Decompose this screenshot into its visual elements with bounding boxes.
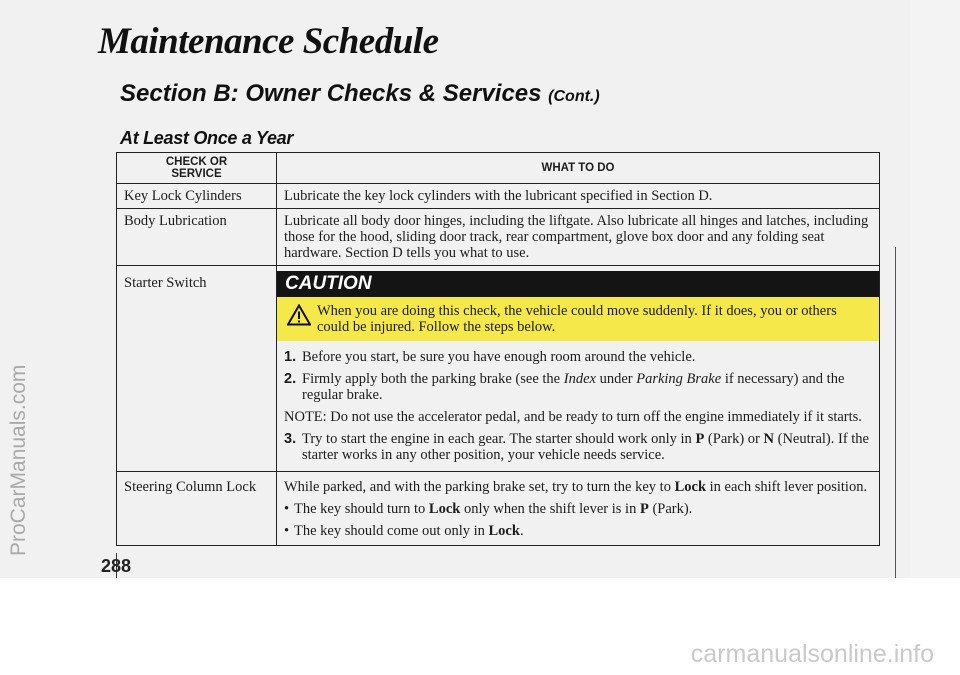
table-row [117, 472, 880, 546]
table-header-row [117, 153, 880, 184]
bullet-icon: • [284, 523, 290, 539]
starter-steps [277, 341, 879, 471]
steering-bullet-2: The key should come out only in Lock. [294, 523, 524, 539]
page-title: Maintenance Schedule [98, 21, 439, 62]
row-item-key-lock-cylinders: Key Lock Cylinders [117, 184, 277, 209]
caution-text: When you are doing this check, the vehicle could move suddenly. If it does, you or others could be injured. Follow the steps below. [317, 303, 837, 335]
step-3 [284, 431, 871, 463]
footer-watermark: carmanualsonline.info [690, 640, 934, 668]
header-check-label: CHECK OR SERVICE [165, 156, 228, 180]
interval-heading: At Least Once a Year [120, 128, 294, 148]
step-1 [284, 349, 871, 365]
side-watermark-text: ProCarManuals.com [7, 364, 30, 556]
header-what-to-do: WHAT TO DO [277, 153, 880, 184]
row-item-steering-column-lock: Steering Column Lock [117, 472, 277, 546]
row-desc-key-lock-cylinders: Lubricate the key lock cylinders with the lubricant specified in Section D. [277, 184, 880, 209]
section-subtitle [120, 80, 600, 108]
maintenance-table [116, 152, 880, 546]
side-watermark [5, 168, 33, 558]
step-3-text: Try to start the engine in each gear. The starter should work only in P (Park) or N (Neutral). If the starter works in any other position, your vehicle needs service. [302, 431, 869, 463]
list-item [284, 523, 871, 539]
list-item [284, 501, 871, 517]
step-1-number: 1. [284, 349, 297, 365]
right-margin-rule [895, 247, 896, 578]
header-check-or-service [117, 153, 277, 184]
table-row [117, 209, 880, 266]
caution-box [277, 297, 879, 341]
row-item-starter-switch: Starter Switch [117, 266, 277, 472]
steering-intro: While parked, and with the parking brake set, try to turn the key to Lock in each shift lever position. [284, 479, 868, 495]
step-2 [284, 371, 871, 403]
subtitle-cont: (Cont.) [548, 88, 600, 105]
table-row [117, 266, 880, 472]
step-2-text: Firmly apply both the parking brake (see the Index under Parking Brake if necessary) and the regular brake. [302, 371, 845, 403]
caution-label: CAUTION [277, 271, 879, 297]
row-item-body-lubrication: Body Lubrication [117, 209, 277, 266]
starter-note: NOTE: Do not use the accelerator pedal, and be ready to turn off the engine immediately if it starts. [284, 409, 862, 425]
step-1-text: Before you start, be sure you have enough room around the vehicle. [302, 349, 696, 365]
row-desc-steering-column-lock [277, 472, 880, 546]
page-number: 288 [101, 556, 132, 576]
steering-bullet-1: The key should turn to Lock only when the shift lever is in P (Park). [294, 501, 693, 517]
warning-triangle-icon [287, 304, 311, 326]
subtitle-text: Section B: Owner Checks & Services [120, 80, 542, 107]
bullet-icon: • [284, 501, 290, 517]
step-2-number: 2. [284, 371, 297, 387]
step-3-number: 3. [284, 431, 297, 447]
table-row [117, 184, 880, 209]
row-desc-starter-switch [277, 266, 880, 472]
row-desc-body-lubrication: Lubricate all body door hinges, including the liftgate. Also lubricate all hinges and latches, including those for the hood, sliding door track, rear compartment, glove box door and any folding seat hardware. Section D tells you what to use. [277, 209, 880, 266]
